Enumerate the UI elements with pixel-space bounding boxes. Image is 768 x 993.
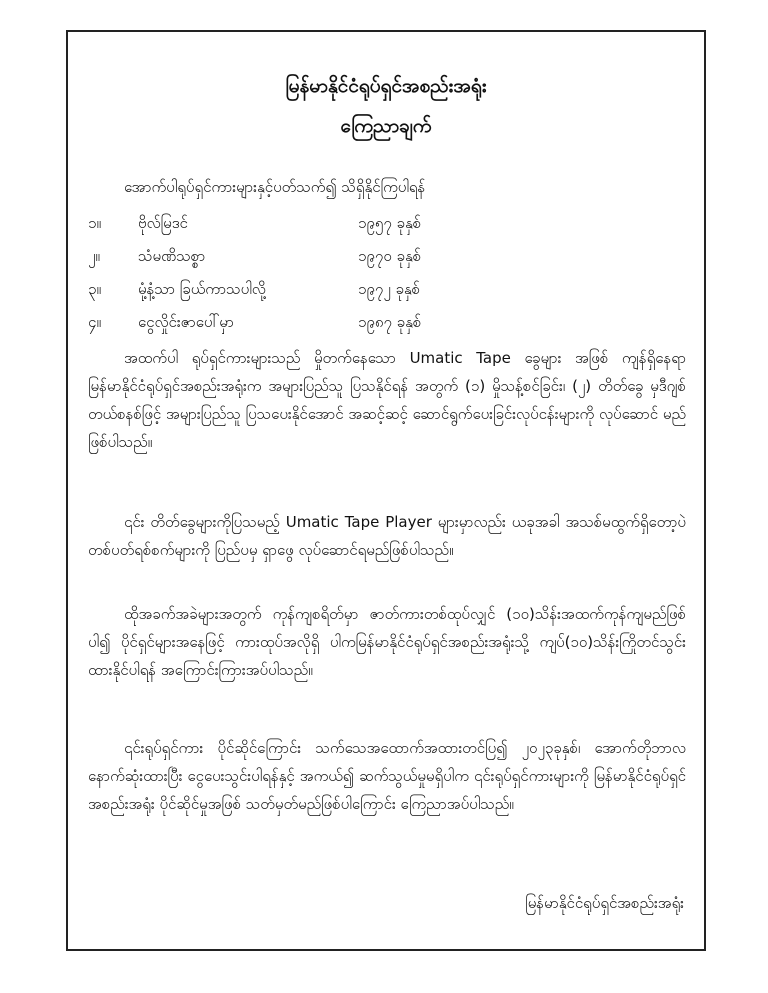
item-number: ၄။: [88, 313, 101, 331]
paragraph-cost: ထိုအခက်အခဲများအတွက် ကုန်ကျစရိတ်မှာ ဇာတ်ကားတစ်ထုပ်လျှင် (၁၀)သိန်းအထက်ကုန်ကျမည်ဖြစ်ပါ၍ ပိုင်ရှင်များအနေဖြင့် ကားထုပ်အလိုရှိ ပါကမြန်မာနိုင်ငံရုပ်ရှင်အစည်းအရုံးသို့ ကျပ်(၁၀)သိန်းကြိုတင်သွင်းထားနိုင်ပါရန် အကြောင်းကြားအပ်ပါသည်။: [88, 605, 686, 679]
list-item: [88, 313, 688, 346]
film-title: မုံ့နံ့သာ ခြယ်ကာသပါလို့: [138, 280, 266, 298]
film-title: ငွေလှိုင်းဇာပေါ်မှာ: [138, 313, 234, 331]
paragraph-tape-player: ၎င်း တိတ်ခွေများကိုပြသမည့် Umatic Tape Player များမှာလည်း ယခုအခါ အသစ်မထွက်ရှိတော့ပဲ တစ်ပတ်ရစ်စက်များကို ပြည်ပမှ ရှာဖွေ လုပ်ဆောင်ရမည်ဖြစ်ပါသည်။: [88, 513, 686, 559]
film-year: ၁၉၈၇ ခုနှစ်: [358, 313, 422, 331]
intro-line: အောက်ပါရုပ်ရှင်ကားများနှင့်ပတ်သက်၍ သိရှိနိုင်ကြပါရန်: [124, 178, 426, 196]
paragraph-deadline: ၎င်းရုပ်ရှင်ကား ပိုင်ဆိုင်ကြောင်း သက်သေအထောက်အထားတင်ပြ၍ ၂၀၂၃ခုနှစ်၊ အောက်တိုဘာလ နောက်ဆုံးထားပြီး ငွေပေးသွင်းပါရန်နှင့် အကယ်၍ ဆက်သွယ်မှုမရှိပါက ၎င်းရုပ်ရှင်ကားများကို မြန်မာနိုင်ငံရုပ်ရှင်အစည်းအရုံး ပိုင်ဆိုင်မှုအဖြစ် သတ်မှတ်မည်ဖြစ်ပါကြောင်း ကြေညာအပ်ပါသည်။: [88, 739, 686, 813]
list-item: [88, 280, 688, 313]
film-list: [88, 214, 688, 346]
film-title: ဗိုလ်မြဒင်: [138, 214, 188, 232]
film-title: သံမဏိသစ္စာ: [138, 247, 206, 265]
film-year: ၁၉၇၀ ခုနှစ်: [358, 247, 422, 265]
item-number: ၁။: [88, 214, 101, 232]
film-year: ၁၉၅၇ ခုနှစ်: [358, 214, 422, 232]
page-title: မြန်မာနိုင်ငံရုပ်ရှင်အစည်းအရုံး: [285, 75, 487, 97]
document-frame: [66, 30, 706, 951]
list-item: [88, 247, 688, 280]
item-number: ၂။: [88, 247, 100, 265]
item-number: ၃။: [88, 280, 101, 298]
paragraph-digitization: အထက်ပါ ရုပ်ရှင်ကားများသည် မှိုတက်နေသော Umatic Tape ခွေများ အဖြစ် ကျန်ရှိနေရာ မြန်မာနိုင်ငံရုပ်ရှင်အစည်းအရုံးက အများပြည်သူ ပြသနိုင်ရန် အတွက် (၁) မှိုသန့်စင်ခြင်း၊ (၂) တိတ်ခွေ မှဒီဂျစ်တယ်စနစ်ဖြင့် အများပြည်သူ ပြသပေးနိုင်အောင် အဆင့်ဆင့် ဆောင်ရွက်ပေးခြင်းလုပ်ငန်းများကို လုပ်ဆောင် မည်ဖြစ်ပါသည်။: [88, 349, 686, 451]
film-year: ၁၉၇၂ ခုနှစ်: [358, 280, 421, 298]
announcement-heading: ကြေညာချက်: [340, 115, 432, 137]
list-item: [88, 214, 688, 247]
signature: မြန်မာနိုင်ငံရုပ်ရှင်အစည်းအရုံး: [525, 894, 684, 912]
